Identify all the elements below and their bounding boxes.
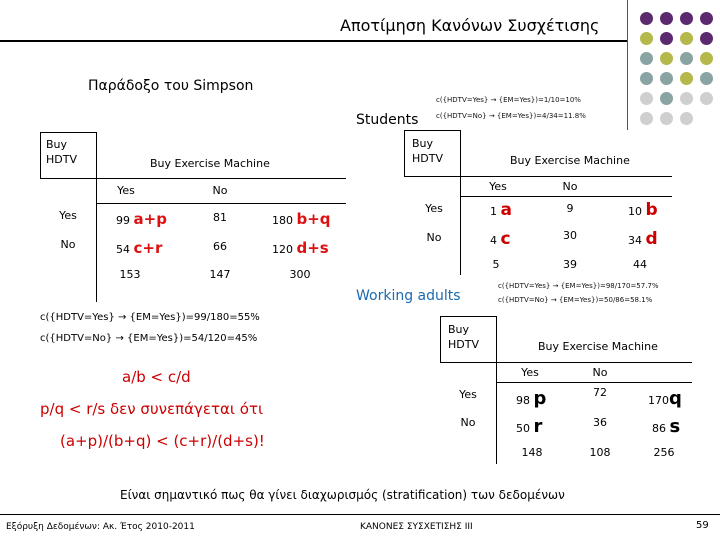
cell-total: 180 b+q [272, 210, 331, 228]
decor-dot [640, 52, 653, 65]
table-border [96, 132, 97, 302]
decor-dot [680, 32, 693, 45]
col-yes: Yes [521, 366, 539, 379]
total-value: 147 [209, 268, 231, 281]
col-no: No [212, 184, 228, 197]
working-adults-label: Working adults [356, 288, 461, 304]
col-yes: Yes [117, 184, 135, 197]
table-border [460, 176, 672, 177]
cell-value: 98 p [516, 388, 547, 409]
decor-dot [640, 12, 653, 25]
footer-chapter: ΚΑΝΟΝΕΣ ΣΥΣΧΕΤΙΣΗΣ ΙΙΙ [360, 522, 473, 532]
decor-dot [700, 32, 713, 45]
total-value: 300 [289, 268, 311, 281]
decor-dot [700, 52, 713, 65]
total-value: 5 [492, 258, 500, 271]
table-border [404, 130, 405, 176]
row-label: Yes [425, 202, 443, 215]
decor-dot [660, 72, 673, 85]
table-border [496, 362, 692, 363]
col-header: Buy Exercise Machine [150, 157, 270, 170]
decor-dot [700, 72, 713, 85]
cell-total: 170q [648, 388, 682, 409]
table-border [404, 130, 460, 131]
cell-value: 99 a+p [116, 210, 167, 228]
total-value: 153 [119, 268, 141, 281]
table-border [460, 196, 672, 197]
cell-total: 10 b [628, 200, 658, 220]
row-header: Buy HDTV [46, 138, 77, 166]
col-header: Buy Exercise Machine [510, 154, 630, 167]
total-value: 256 [653, 446, 675, 459]
table-border [40, 132, 41, 178]
decor-dot [660, 52, 673, 65]
decor-dot [640, 32, 653, 45]
cell-value: 72 [593, 386, 607, 399]
students-label: Students [356, 112, 419, 128]
confidence-formula: c({HDTV=No} → {EM=Yes})=54/120=45% [40, 333, 258, 344]
decor-dot [680, 52, 693, 65]
inequality-line: (a+p)/(b+q) < (c+r)/(d+s)! [60, 432, 265, 450]
decor-dot [680, 12, 693, 25]
total-value: 39 [563, 258, 577, 271]
decor-dot [660, 12, 673, 25]
table-border [496, 382, 692, 383]
confidence-formula: c({HDTV=No} → {EM=Yes})=4/34=11.8% [436, 112, 586, 120]
footer-course: Εξόρυξη Δεδομένων: Ακ. Έτος 2010-2011 [6, 522, 195, 532]
table-border [40, 132, 96, 133]
cell-total: 86 s [652, 416, 681, 437]
total-value: 44 [633, 258, 647, 271]
row-label: No [60, 238, 76, 251]
total-value: 108 [589, 446, 611, 459]
page-number: 59 [696, 520, 709, 531]
row-header: Buy HDTV [448, 323, 479, 351]
table-border [460, 130, 461, 275]
row-label: No [426, 231, 442, 244]
table-border [40, 178, 96, 179]
table-border [440, 362, 496, 363]
section-subtitle: Παράδοξο του Simpson [88, 78, 254, 94]
cell-value: 9 [566, 202, 574, 215]
col-header: Buy Exercise Machine [538, 340, 658, 353]
confidence-formula: c({HDTV=Yes} → {EM=Yes})=99/180=55% [40, 312, 260, 323]
cell-total: 34 d [628, 229, 658, 249]
decor-dot [660, 112, 673, 125]
title-rule [0, 40, 628, 42]
cell-value: 54 c+r [116, 239, 163, 257]
cell-value: 50 r [516, 416, 543, 437]
cell-value: 4 c [490, 229, 511, 249]
decor-dot [640, 112, 653, 125]
confidence-formula: c({HDTV=No} → {EM=Yes})=50/86=58.1% [498, 296, 653, 304]
cell-value: 1 a [490, 200, 512, 220]
decor-dot [680, 72, 693, 85]
row-label: No [460, 416, 476, 429]
decor-dot [640, 92, 653, 105]
col-yes: Yes [489, 180, 507, 193]
table-border [96, 203, 346, 204]
cell-total: 120 d+s [272, 239, 329, 257]
table-border [404, 176, 460, 177]
row-header: Buy HDTV [412, 137, 443, 165]
inequality-line: a/b < c/d [122, 368, 191, 386]
decor-dot [680, 112, 693, 125]
table-border [440, 316, 496, 317]
footer-rule [0, 514, 720, 515]
row-label: Yes [59, 209, 77, 222]
decor-dot [700, 92, 713, 105]
decor-dot [700, 12, 713, 25]
col-no: No [562, 180, 578, 193]
row-label: Yes [459, 388, 477, 401]
cell-value: 30 [563, 229, 577, 242]
footer-note: Είναι σημαντικό πως θα γίνει διαχωρισμός (stratification) των δεδομένων [120, 488, 565, 502]
table-border [496, 316, 497, 464]
cell-value: 81 [213, 211, 227, 224]
decor-dot [680, 92, 693, 105]
decor-dot [660, 32, 673, 45]
table-border [96, 178, 346, 179]
col-no: No [592, 366, 608, 379]
inequality-line: p/q < r/s δεν συνεπάγεται ότι [40, 400, 264, 418]
confidence-formula: c({HDTV=Yes} → {EM=Yes})=98/170=57.7% [498, 282, 659, 290]
decor-dot [640, 72, 653, 85]
cell-value: 66 [213, 240, 227, 253]
confidence-formula: c({HDTV=Yes} → {EM=Yes})=1/10=10% [436, 96, 581, 104]
page-title: Αποτίμηση Κανόνων Συσχέτισης [340, 16, 600, 35]
decor-dot [660, 92, 673, 105]
table-border [440, 316, 441, 362]
title-divider [627, 0, 628, 130]
total-value: 148 [521, 446, 543, 459]
cell-value: 36 [593, 416, 607, 429]
